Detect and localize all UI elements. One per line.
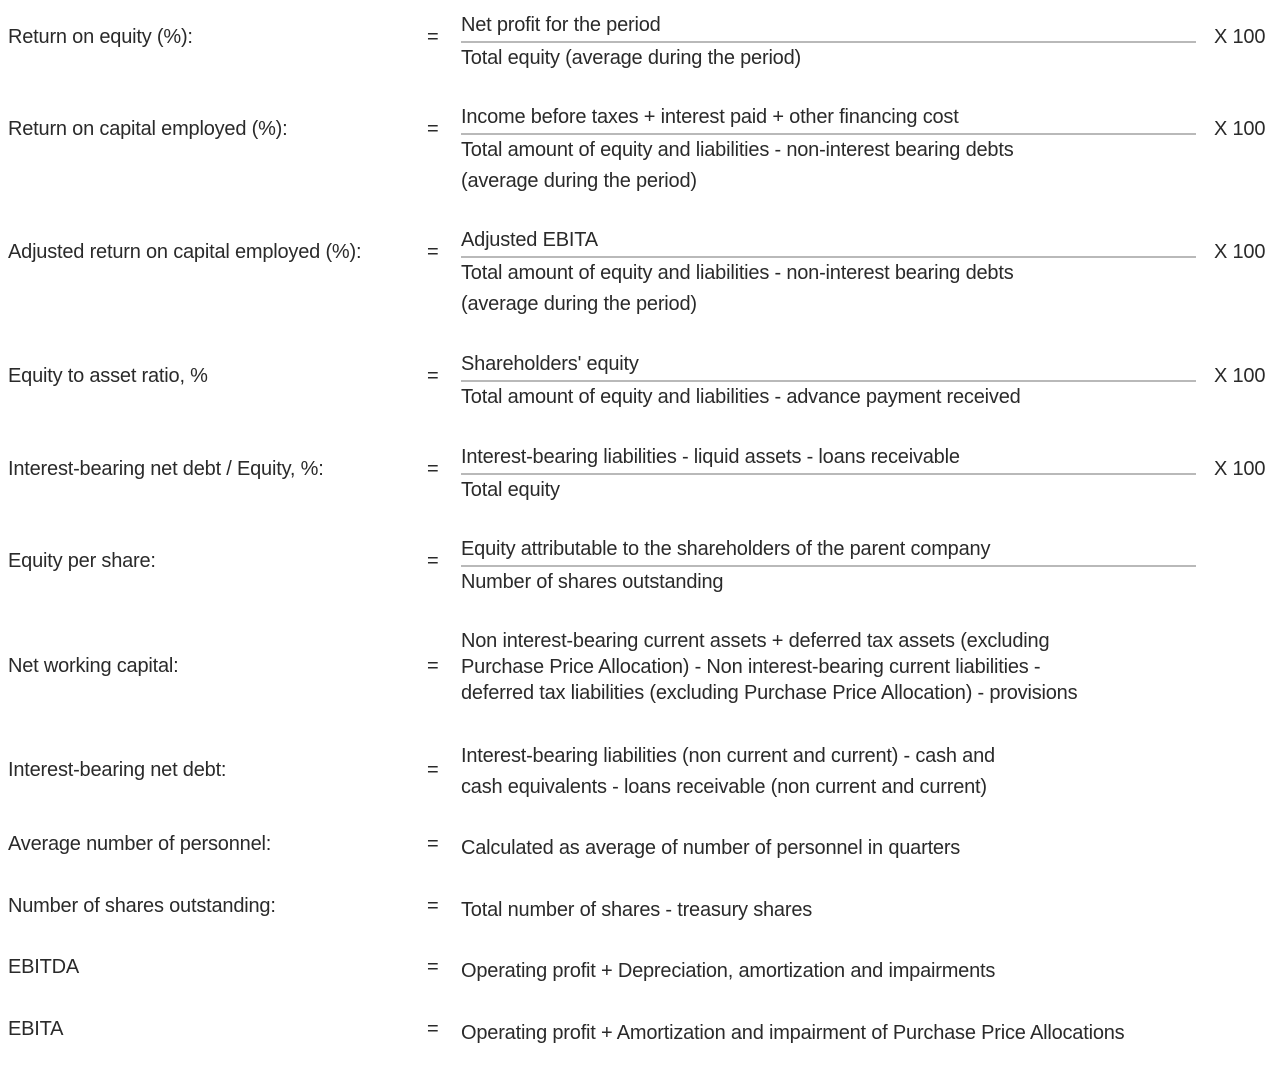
formula-text: Operating profit + Depreciation, amortization and impairments [461, 960, 996, 982]
equals-sign: = [427, 365, 439, 387]
term-label: Equity per share: [8, 550, 156, 572]
denominator: Number of shares outstanding [461, 571, 724, 593]
equals-sign: = [427, 1018, 439, 1040]
equals-sign: = [427, 833, 439, 855]
formula-line: Interest-bearing liabilities (non current and current) - cash and [461, 745, 995, 767]
term-label: Interest-bearing net debt / Equity, %: [8, 458, 324, 480]
term-label: Average number of personnel: [8, 833, 272, 855]
formula-text: Calculated as average of number of personnel in quarters [461, 837, 961, 859]
formula-line: Non interest-bearing current assets + deferred tax assets (excluding [461, 630, 1050, 652]
fraction [461, 225, 1196, 320]
equals-sign: = [427, 655, 439, 677]
multiplier: X 100 [1214, 458, 1266, 480]
fraction [461, 534, 1196, 598]
numerator: Shareholders' equity [461, 353, 639, 375]
equals-sign: = [427, 956, 439, 978]
equals-sign: = [427, 895, 439, 917]
multiplier: X 100 [1214, 26, 1266, 48]
term-label: Return on equity (%): [8, 26, 193, 48]
term-label: Equity to asset ratio, % [8, 365, 208, 387]
fraction [461, 10, 1196, 74]
multiplier: X 100 [1214, 365, 1266, 387]
numerator: Equity attributable to the shareholders of the parent company [461, 538, 991, 560]
denominator: Total amount of equity and liabilities - non-interest bearing debts [461, 139, 1014, 161]
term-label: EBITA [8, 1018, 64, 1040]
denominator: Total equity (average during the period) [461, 47, 801, 69]
term-label: Number of shares outstanding: [8, 895, 276, 917]
equals-sign: = [427, 458, 439, 480]
term-label: Adjusted return on capital employed (%): [8, 241, 362, 263]
numerator: Net profit for the period [461, 14, 661, 36]
equals-sign: = [427, 759, 439, 781]
term-label: Net working capital: [8, 655, 179, 677]
formula-line: deferred tax liabilities (excluding Purchase Price Allocation) - provisions [461, 682, 1078, 704]
multiplier: X 100 [1214, 241, 1266, 263]
formula-text [461, 628, 1077, 706]
denominator: Total amount of equity and liabilities - non-interest bearing debts [461, 262, 1014, 284]
denominator-continued: (average during the period) [461, 293, 697, 315]
equals-sign: = [427, 550, 439, 572]
equals-sign: = [427, 118, 439, 140]
equals-sign: = [427, 241, 439, 263]
formula-text [461, 741, 1196, 803]
denominator: Total amount of equity and liabilities - advance payment received [461, 386, 1021, 408]
denominator-continued: (average during the period) [461, 170, 697, 192]
fraction [461, 349, 1196, 413]
numerator: Interest-bearing liabilities - liquid assets - loans receivable [461, 446, 960, 468]
numerator: Income before taxes + interest paid + other financing cost [461, 106, 959, 128]
numerator: Adjusted EBITA [461, 229, 598, 251]
denominator: Total equity [461, 479, 560, 501]
fraction [461, 442, 1196, 506]
term-label: Interest-bearing net debt: [8, 759, 227, 781]
formula-line: Purchase Price Allocation) - Non interest-bearing current liabilities - [461, 656, 1041, 678]
equals-sign: = [427, 26, 439, 48]
formula-line: cash equivalents - loans receivable (non current and current) [461, 776, 987, 798]
formula-text: Operating profit + Amortization and impairment of Purchase Price Allocations [461, 1022, 1125, 1044]
term-label: EBITDA [8, 956, 80, 978]
term-label: Return on capital employed (%): [8, 118, 288, 140]
fraction [461, 102, 1196, 197]
multiplier: X 100 [1214, 118, 1266, 140]
formula-text: Total number of shares - treasury shares [461, 899, 813, 921]
